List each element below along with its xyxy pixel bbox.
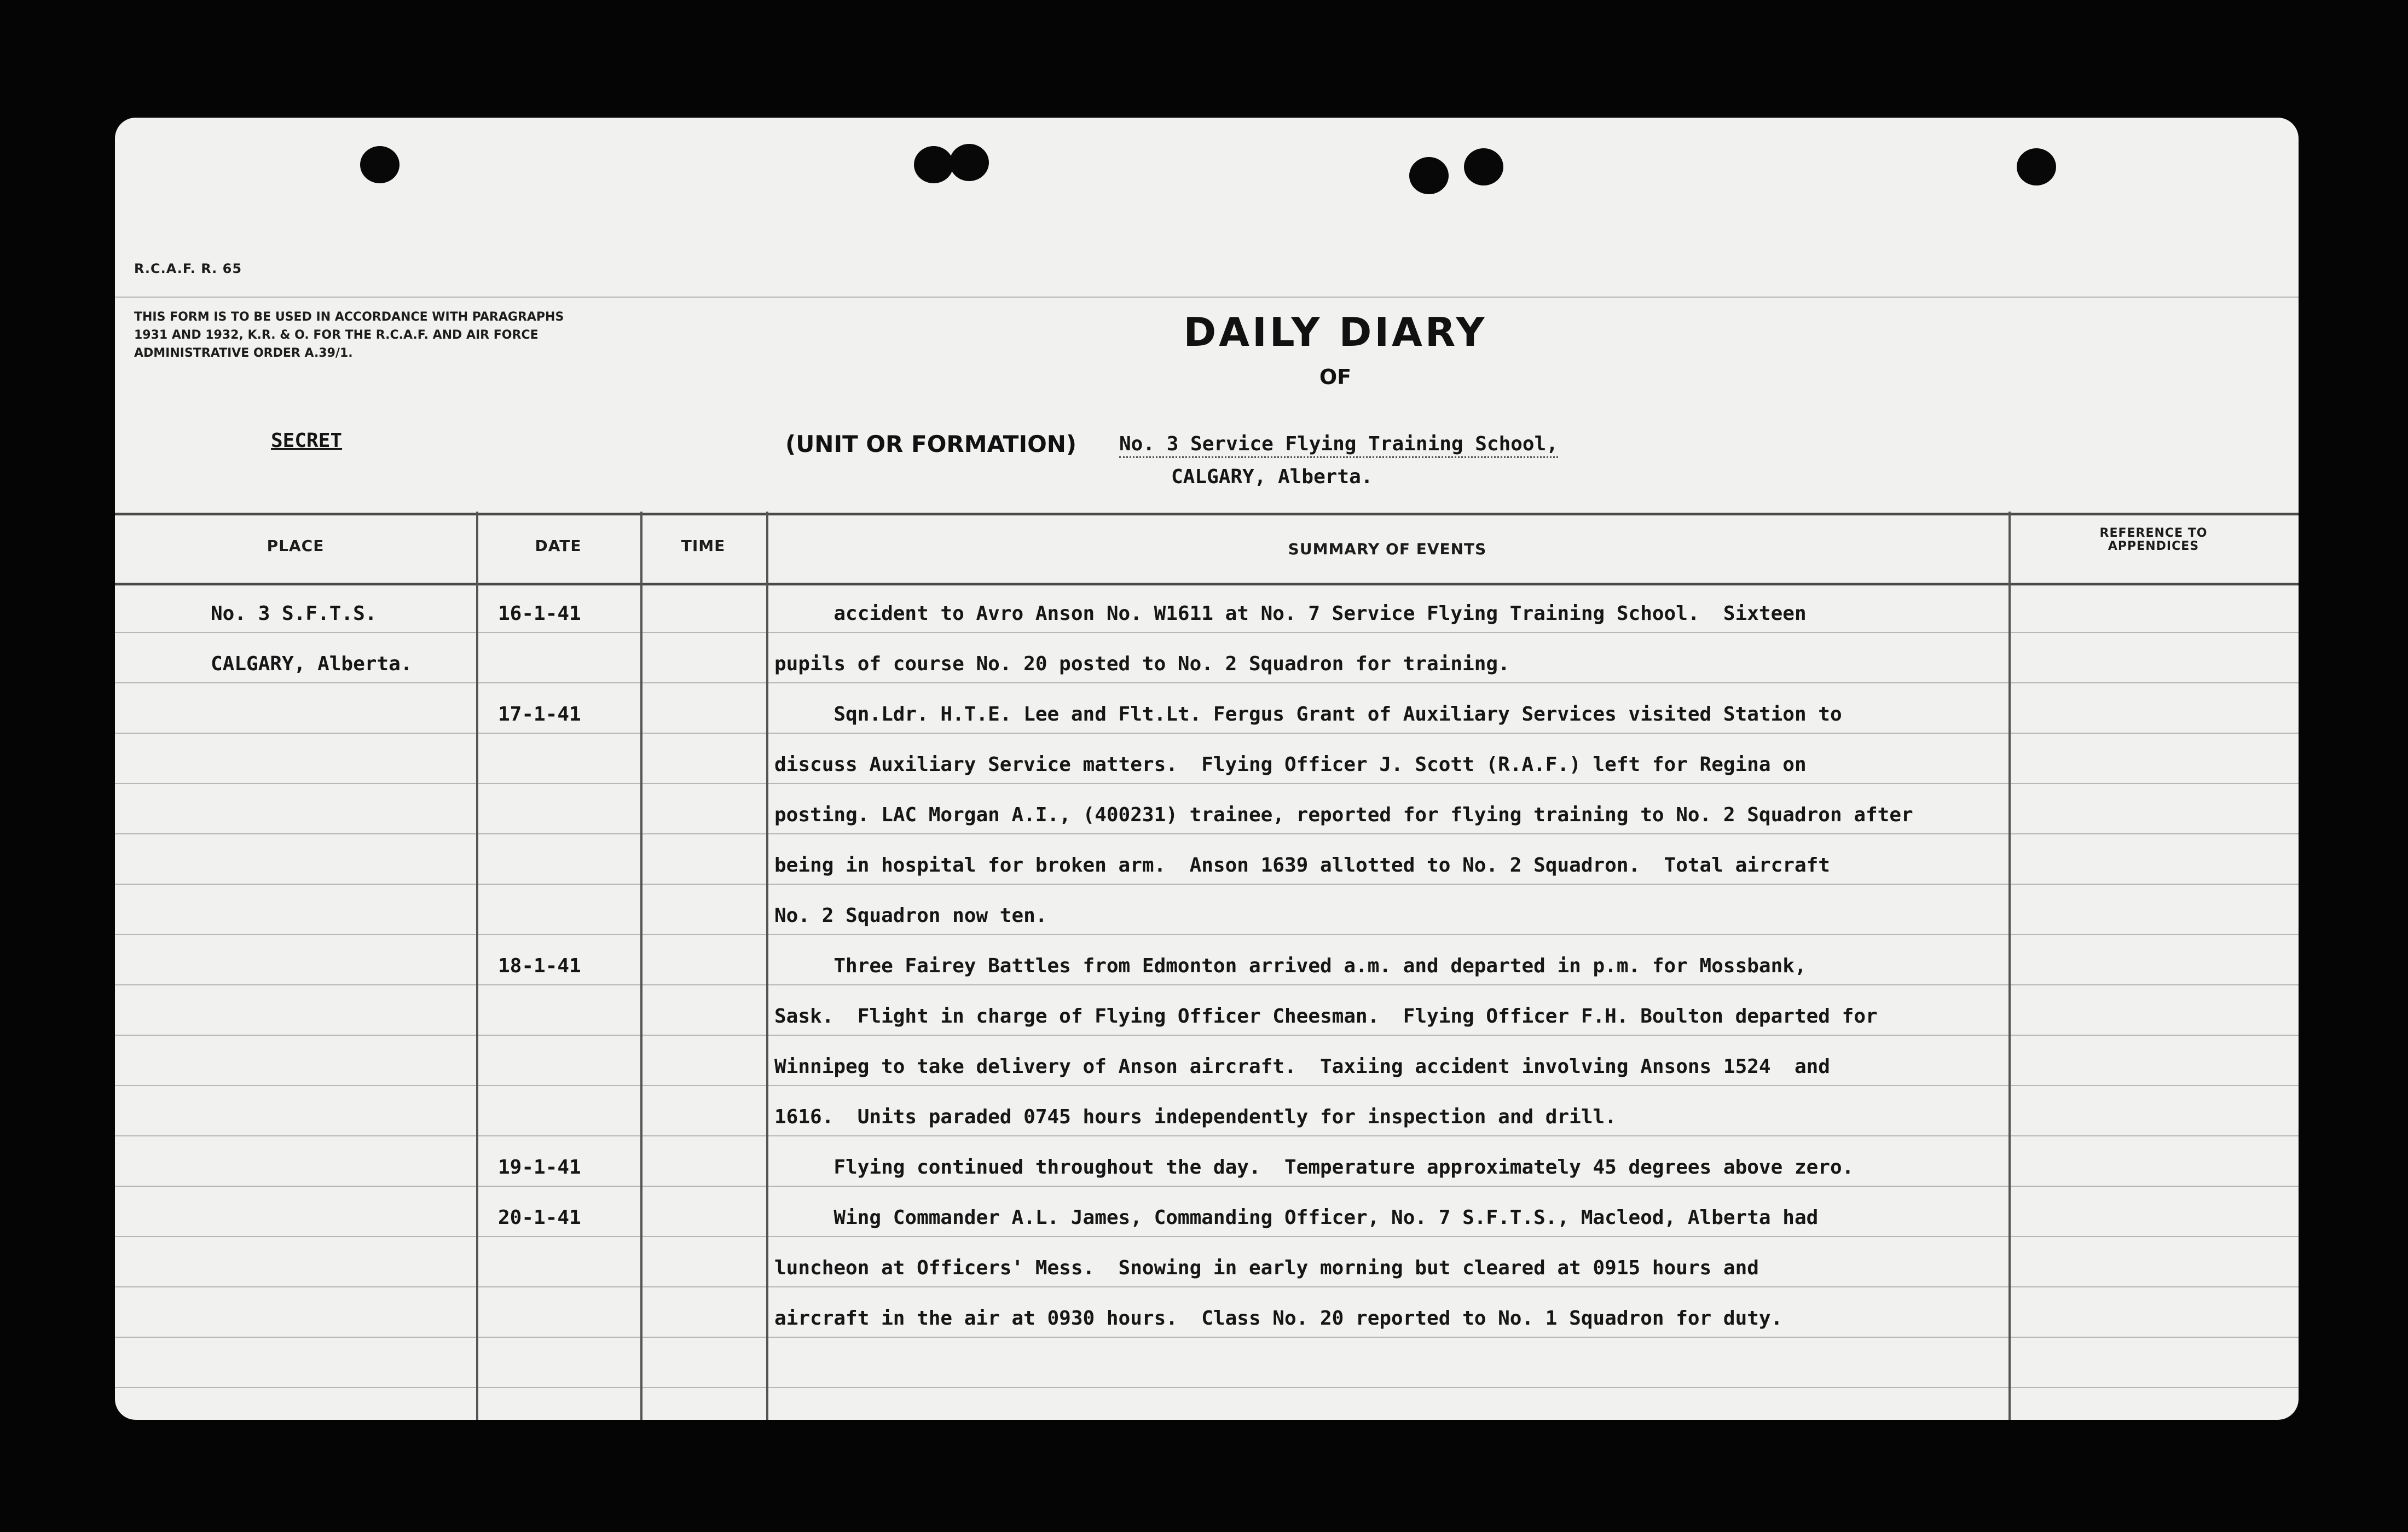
ruled-line [115,1135,2299,1136]
column-header-summary: SUMMARY OF EVENTS [1288,540,1487,558]
punch-hole [914,146,953,183]
column-divider [640,512,642,1420]
column-divider [476,512,478,1420]
summary-line: aircraft in the air at 0930 hours. Class No. 20 reported to No. 1 Squadron for duty. [774,1307,1783,1330]
ruled-line [115,1337,2299,1338]
punch-hole [1464,148,1503,185]
summary-line: luncheon at Officers' Mess. Snowing in early morning but cleared at 0915 hours and [774,1257,1759,1279]
ruled-line [115,682,2299,683]
summary-line: pupils of course No. 20 posted to No. 2 Squadron for training. [774,653,1510,675]
entry-date: 19-1-41 [498,1156,581,1179]
entry-date: 20-1-41 [498,1206,581,1229]
summary-line: posting. LAC Morgan A.I., (400231) trainee, reported for flying training to No. 2 Squadron after [774,804,1913,826]
column-header-place: PLACE [267,537,325,555]
column-divider [766,512,768,1420]
classification-label: SECRET [271,430,343,452]
summary-line: being in hospital for broken arm. Anson 1639 allotted to No. 2 Squadron. Total aircraft [774,854,1830,877]
column-header-reference: REFERENCE TO APPENDICES [2099,526,2208,553]
entry-date: 17-1-41 [498,703,581,726]
summary-line: Wing Commander A.L. James, Commanding Officer, No. 7 S.F.T.S., Macleod, Alberta had [774,1206,1819,1229]
ruled-line [115,1286,2299,1287]
entry-date: 18-1-41 [498,955,581,977]
summary-line: Flying continued throughout the day. Temperature approximately 45 degrees above zero. [774,1156,1854,1179]
ruled-line [115,783,2299,784]
diary-card [115,118,2299,1420]
ruled-line [115,1085,2299,1086]
summary-line: discuss Auxiliary Service matters. Flying Officer J. Scott (R.A.F.) left for Regina on [774,753,1807,776]
ruled-line [115,984,2299,985]
summary-line: Winnipeg to take delivery of Anson aircraft. Taxiing accident involving Ansons 1524 and [774,1055,1830,1078]
header-rule [115,297,2299,298]
place-line: CALGARY, Alberta. [211,653,413,675]
punch-hole [360,146,400,183]
entry-date: 16-1-41 [498,602,581,625]
ruled-line [115,1236,2299,1237]
place-line: No. 3 S.F.T.S. [211,602,377,625]
ruled-line [115,1035,2299,1036]
summary-line: Sqn.Ldr. H.T.E. Lee and Flt.Lt. Fergus Grant of Auxiliary Services visited Station to [774,703,1842,726]
form-number: R.C.A.F. R. 65 [134,261,242,276]
summary-line: 1616. Units paraded 0745 hours independently for inspection and drill. [774,1106,1617,1128]
page-title: DAILY DIARY [1183,309,1487,355]
ruled-line [115,1387,2299,1388]
unit-label: (UNIT OR FORMATION) [785,431,1077,457]
punch-hole [1409,157,1449,194]
unit-name: No. 3 Service Flying Training School, [1119,433,1558,458]
ruled-line [115,632,2299,633]
summary-line: accident to Avro Anson No. W1611 at No. 7 Service Flying Training School. Sixteen [774,602,1807,625]
summary-line: No. 2 Squadron now ten. [774,904,1047,927]
form-notice: THIS FORM IS TO BE USED IN ACCORDANCE WITH PARAGRAPHS 1931 AND 1932, K.R. & O. FOR THE R.C.A.F. AND AIR FORCE ADMINISTRATIVE ORDER A.39/1. [134,310,564,360]
ruled-line [115,884,2299,885]
column-divider [2008,512,2011,1420]
title-of: OF [1319,365,1352,389]
column-header-date: DATE [535,537,582,555]
ruled-line [115,833,2299,834]
table-top-rule [115,513,2299,515]
column-header-rule [115,583,2299,585]
punch-hole [2017,148,2056,185]
unit-city: CALGARY, Alberta. [1171,466,1373,488]
ruled-line [115,1186,2299,1187]
punch-hole [950,144,989,181]
ruled-line [115,934,2299,935]
column-header-time: TIME [681,537,726,555]
summary-line: Sask. Flight in charge of Flying Officer Cheesman. Flying Officer F.H. Boulton departed for [774,1005,1878,1028]
ruled-line [115,733,2299,734]
summary-line: Three Fairey Battles from Edmonton arrived a.m. and departed in p.m. for Mossbank, [774,955,1807,977]
